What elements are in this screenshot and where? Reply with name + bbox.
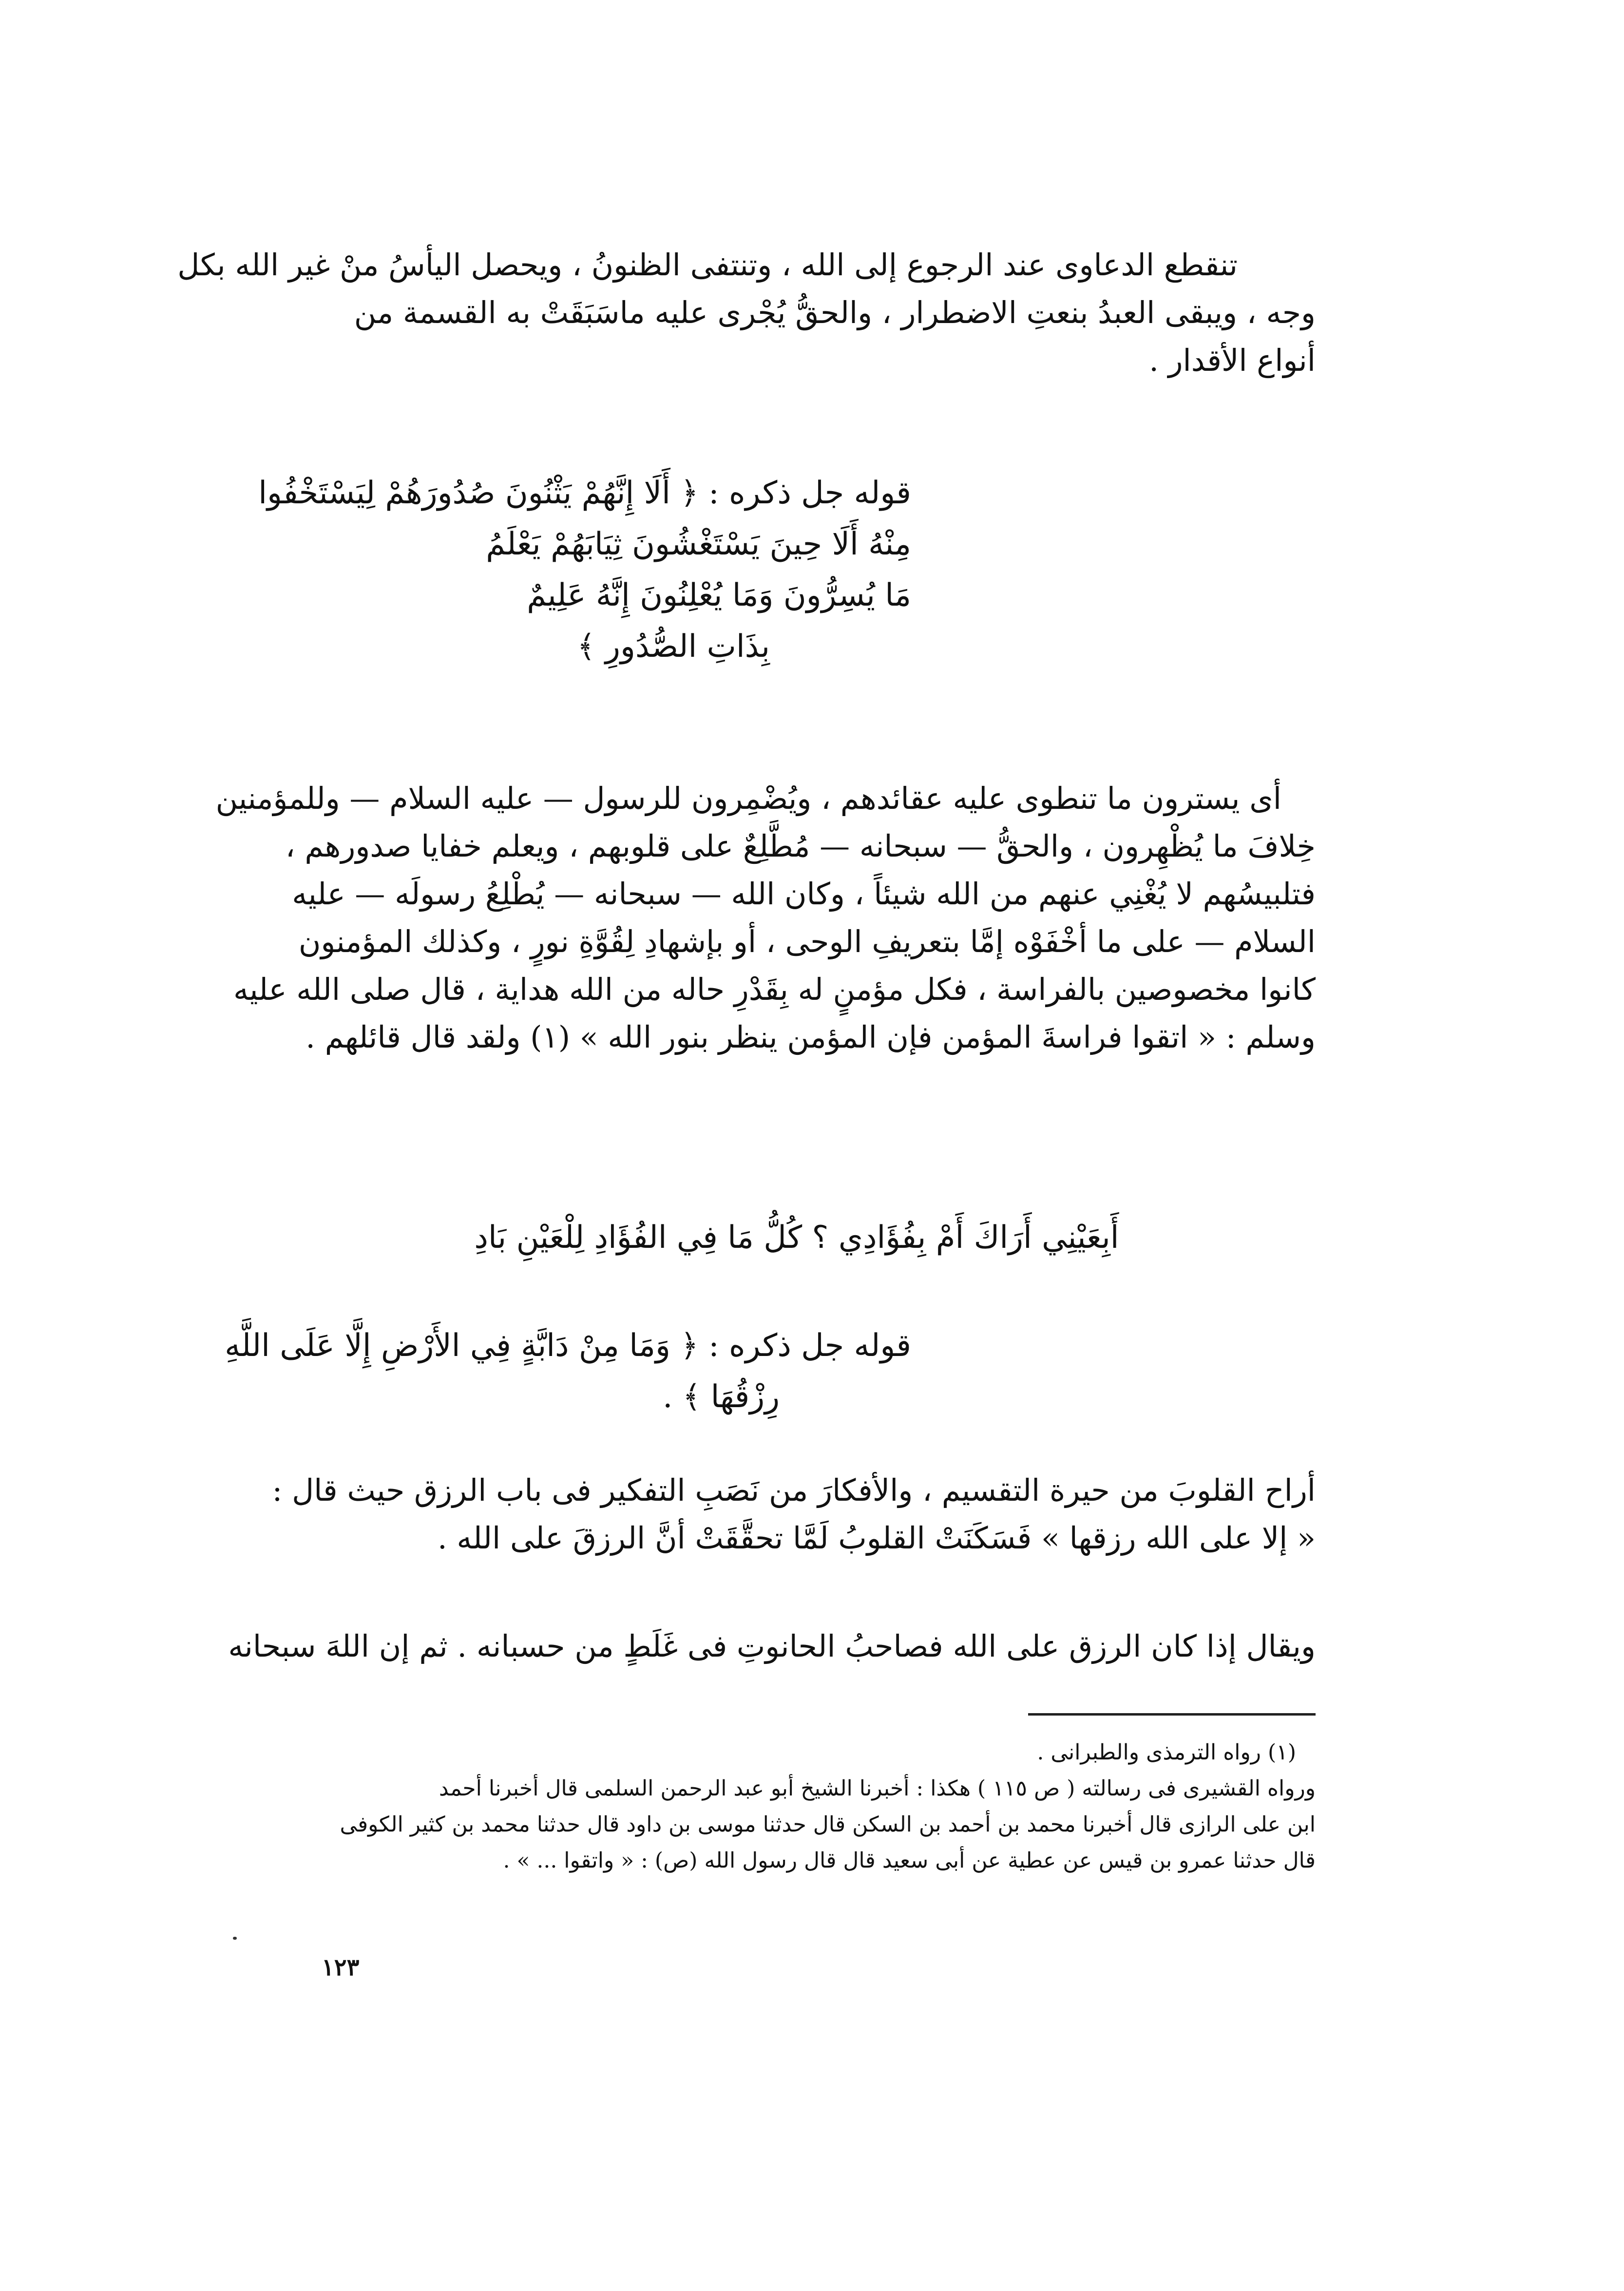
quran-passage-1-line: قوله جل ذكره : ﴿ أَلَا إِنَّهُمْ يَثْنُونَ صُدُورَهُمْ لِيَسْتَخْفُوا [258,475,911,511]
paragraph-2-line: أى يسترون ما تنطوى عليه عقائدهم ، ويُضْمِرون للرسول — عليه السلام — وللمؤمنين [215,781,1281,816]
paragraph-2-line: فتلبيسُهم لا يُغْنِي عنهم من الله شيئاً ، وكان الله — سبحانه — يُطْلِعُ رسولَه — عليه [292,876,1316,912]
footnote-line: (١) رواه الترمذى والطبرانى . [1037,1740,1296,1765]
paragraph-2-line: خِلافَ ما يُظْهِرون ، والحقُّ — سبحانه — مُطَّلِعٌ على قلوبهم ، ويعلم خفايا صدورهم ، [285,828,1316,864]
paragraph-1-line: أنواع الأقدار . [1149,343,1316,378]
paragraph-2-line: السلام — على ما أخْفَوْه إمَّا بتعريفِ الوحى ، أو بإشهادِ لِقُوَّةِ نورٍ ، وكذلك المؤمنون [298,924,1316,959]
footnote-line: قال حدثنا عمرو بن قيس عن عطية عن أبى سعيد قال قال رسول الله (ص) : « واتقوا ... » . [503,1848,1316,1873]
quran-passage-1-line: مَا يُسِرُّونَ وَمَا يُعْلِنُونَ إِنَّهُ عَلِيمٌ [527,577,911,613]
paragraph-1-line: تنقطع الدعاوى عند الرجوع إلى الله ، وتنتفى الظنونُ ، ويحصل اليأسُ منْ غير الله بكل [177,247,1238,283]
scan-mark [233,1937,237,1940]
paragraph-1 [177,241,1316,384]
quran-passage-2-line: رِزْقُهَا ﴾ . [663,1379,780,1415]
footnotes [273,1735,1316,1879]
poetry-verse [370,1213,1223,1262]
paragraph-2 [215,775,1316,1061]
page-number: ١٢٣ [322,1954,360,1981]
quran-passage-1 [258,468,1316,672]
footnote-line: ورواه القشيرى فى رسالته ( ص ١١٥ ) هكذا : أخبرنا الشيخ أبو عبد الرحمن السلمى قال أخبرنا أحمد [439,1776,1316,1801]
paragraph-3-line: « إلا على الله رزقها » فَسَكَنَتْ القلوبُ لَمَّا تحقَّقَتْ أنَّ الرزقَ على الله . [437,1520,1316,1556]
paragraph-2-line: كانوا مخصوصين بالفراسة ، فكل مؤمنٍ له بِقَدْرِ حاله من الله هداية ، قال صلى الله عليه [233,972,1316,1007]
paragraph-4-line: ويقال إذا كان الرزق على الله فصاحبُ الحانوتِ فى غَلَطٍ من حسبانه . ثم إن اللهَ سبحانه [228,1628,1316,1664]
quran-passage-2-line: قوله جل ذكره : ﴿ وَمَا مِنْ دَابَّةٍ فِي الأَرْضِ إِلَّا عَلَى اللَّهِ [225,1328,911,1364]
paragraph-2-line: وسلم : « اتقوا فراسةَ المؤمن فإن المؤمن ينظر بنور الله » (١) ولقد قال قائلهم . [306,1019,1316,1055]
footnote-separator [1028,1713,1316,1716]
paragraph-1-line: وجه ، ويبقى العبدُ بنعتِ الاضطرار ، والحقُّ يُجْرى عليه ماسَبَقَتْ به القسمة من [354,295,1316,330]
paragraph-3-line: أراح القلوبَ من حيرة التقسيم ، والأفكارَ من نَصَبِ التفكير فى باب الرزق حيث قال : [272,1472,1316,1508]
quran-passage-1-line: بِذَاتِ الصُّدُورِ ﴾ [577,629,770,665]
paragraph-4 [228,1623,1316,1670]
footnote-line: ابن على الرازى قال أخبرنا محمد بن أحمد بن السكن قال حدثنا موسى بن داود قال حدثنا محمد بن كثير الكوفى [340,1812,1316,1837]
quran-passage-1-line: مِنْهُ أَلَا حِينَ يَسْتَغْشُونَ ثِيَابَهُمْ يَعْلَمُ [486,526,911,562]
quran-passage-2 [225,1320,1316,1423]
poetry-verse-line: أَبِعَيْنِي أَرَاكَ أَمْ بِفُؤَادِي ؟ كُلُّ مَا فِي الفُؤَادِ لِلْعَيْنِ بَادِ [474,1220,1119,1256]
paragraph-3 [273,1467,1316,1562]
